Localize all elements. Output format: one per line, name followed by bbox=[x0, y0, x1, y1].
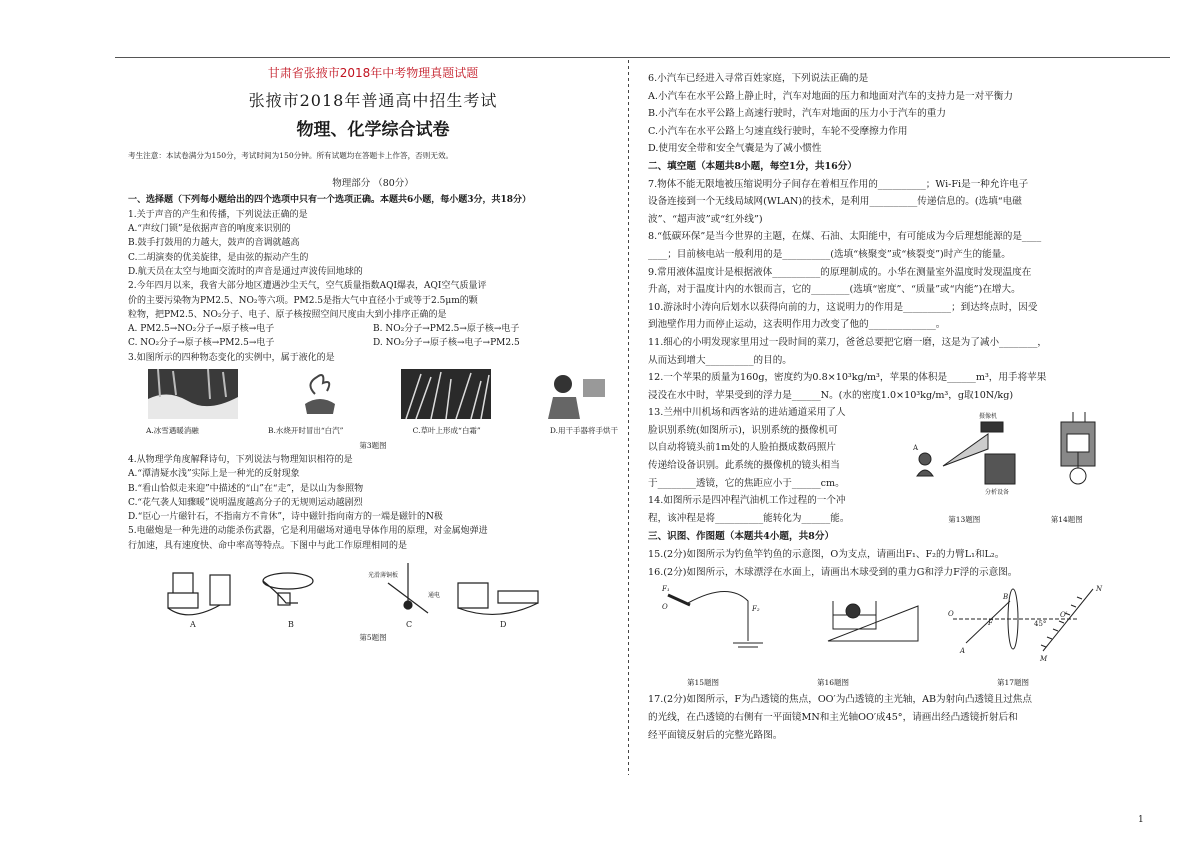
q11-line1: 11.细心的小明发现家里用过一段时间的菜刀，爸爸总要把它磨一磨，这是为了减小________， bbox=[648, 336, 1048, 348]
fig14-label: 第14题图 bbox=[1050, 514, 1083, 524]
svg-text:B: B bbox=[1003, 593, 1009, 602]
q13-q14-labels bbox=[913, 511, 1118, 529]
q5-stem-2: 行加速，具有速度快、命中率高等特点。下图中与此工作原理相同的是 bbox=[128, 540, 408, 551]
q3-caption-a: A.冰雪遇暖消融 bbox=[146, 426, 199, 436]
q15-q17-figures bbox=[648, 581, 1118, 667]
fig16-label: 第16题图 bbox=[816, 677, 850, 687]
svg-text:通电: 通电 bbox=[428, 592, 441, 600]
fig15-label: 第15题图 bbox=[686, 677, 720, 687]
q2-options-row2 bbox=[128, 336, 618, 350]
q13-q14-block bbox=[648, 404, 1123, 528]
q4-stem: 4.从物理学角度解释诗句，下列说法与物理知识相符的是 bbox=[128, 454, 353, 465]
q3-stem: 3.如图所示的四种物态变化的实例中，属于液化的是 bbox=[128, 352, 335, 363]
q6-option-c: C.小汽车在水平公路上匀速直线行驶时，车轮不受摩擦力作用 bbox=[648, 125, 908, 137]
svg-text:F₁: F₁ bbox=[662, 585, 670, 594]
q16-text: 16.(2分)如图所示，木球漂浮在水面上，请画出木球受到的重力G和浮力F浮的示意图。 bbox=[648, 566, 1018, 578]
q15-text: 15.(2分)如图所示为钓鱼竿钓鱼的示意图，O为支点，请画出F₁、F₂的力臂L₁和L₂。 bbox=[648, 549, 1005, 561]
q14-line2: 程，该冲程是将__________能转化为______能。 bbox=[648, 512, 850, 524]
q8-line1: 8.“低碳环保”是当今世界的主题，在煤、石油、太阳能中，有可能成为今后理想能源的是____ bbox=[648, 231, 1042, 243]
q3-photo-kettle bbox=[275, 369, 365, 424]
q13-q14-figures bbox=[913, 404, 1118, 528]
q13-line2: 脸识别系统(如图所示)，识别系统的摄像机可 bbox=[648, 424, 838, 436]
svg-text:A: A bbox=[960, 647, 966, 656]
q13-line4: 传递给设备识别。此系统的摄像机的镜头相当 bbox=[648, 460, 840, 472]
q15-q17-labels bbox=[648, 674, 1123, 692]
q3-figure-label: 第3题图 bbox=[359, 440, 387, 450]
q13-line3: 以自动将镜头前1m处的人脸拍摄成数码照片 bbox=[648, 442, 836, 454]
part-heading: 物理部分 （80分） bbox=[332, 178, 414, 190]
q5-label-a: A bbox=[190, 620, 196, 630]
q1-option-b: B.鼓手打鼓用的力越大，鼓声的音调就越高 bbox=[128, 238, 300, 249]
q3-pictures bbox=[148, 369, 618, 424]
q2-option-c: C. NO₂分子→原子核→PM2.5→电子 bbox=[128, 338, 275, 349]
q5-figure-label: 第5题图 bbox=[359, 633, 387, 643]
red-title: 甘肃省张掖市2018年中考物理真题试题 bbox=[267, 66, 479, 80]
q7-line3: 波”、“超声波”或“红外线”) bbox=[648, 213, 763, 225]
q1-option-c: C.二胡演奏的优美旋律，是由弦的振动产生的 bbox=[128, 252, 309, 263]
q6-option-b: B.小汽车在水平公路上高速行驶时，汽车对地面的压力小于汽车的重力 bbox=[648, 108, 946, 120]
svg-text:O: O bbox=[662, 603, 668, 612]
fig13-label: 第13题图 bbox=[948, 514, 981, 524]
q5-label-d: D bbox=[500, 620, 507, 630]
q6-stem: 6.小汽车已经进入寻常百姓家庭，下列说法正确的是 bbox=[648, 73, 869, 84]
q3-caption-c: C.草叶上形成“白霜” bbox=[412, 426, 481, 436]
q9-line1: 9.常用液体温度计是根据液体__________的原理制成的。小华在测量室外温度时发现温度在 bbox=[648, 266, 1032, 278]
svg-text:M: M bbox=[1040, 655, 1048, 664]
q5-stem-1: 5.电磁炮是一种先进的动能杀伤武器，它是利用磁场对通电导体作用的原理，对金属炮弹进 bbox=[128, 526, 488, 537]
q1-option-d: D.航天员在太空与地面交流时的声音是通过声波传回地球的 bbox=[128, 266, 363, 277]
q1-option-a: A.“声纹门锁”是依据声音的响度来识别的 bbox=[128, 224, 291, 235]
q3-photo-dryer bbox=[528, 369, 618, 424]
q7-line1: 7.物体不能无限地被压缩说明分子间存在着相互作用的__________；Wi-Fi是一种允许电子 bbox=[648, 178, 1029, 190]
right-column bbox=[648, 70, 1123, 744]
fig13-camera-label: 摄像机 bbox=[979, 413, 998, 421]
q14-line1: 14.如图所示是四冲程汽油机工作过程的一个冲 bbox=[648, 495, 846, 507]
q4-option-d: D.“臣心一片磁针石，不指南方不肯休”，诗中磁针指向南方的一端是磁针的N极 bbox=[128, 512, 443, 523]
fig17-label: 第17题图 bbox=[996, 677, 1030, 687]
paper-title: 物理、化学综合试卷 bbox=[296, 119, 450, 140]
q4-option-b: B.“看山恰似走来迎”中描述的“山”在“走”，是以山为参照物 bbox=[128, 483, 364, 494]
q17-line3: 经平面镜反射后的完整光路图。 bbox=[648, 729, 783, 741]
q3-captions bbox=[146, 424, 618, 438]
q8-line2: ____；目前核电站一般利用的是__________(选填“核聚变”或“核裂变”)时产生的能量。 bbox=[648, 248, 1011, 260]
q4-option-c: C.“花气袭人知骤暖”说明温度越高分子的无规则运动越剧烈 bbox=[128, 497, 363, 508]
svg-text:N: N bbox=[1096, 585, 1103, 594]
q6-option-a: A.小汽车在水平公路上静止时，汽车对地面的压力和地面对汽车的支持力是一对平衡力 bbox=[648, 90, 1013, 102]
page-number: 1 bbox=[1138, 815, 1144, 825]
exam-notice: 考生注意：本试卷满分为150分，考试时间为150分钟。所有试题均在答题卡上作答，否则无效。 bbox=[128, 150, 454, 160]
section3-heading: 三、识图、作图题（本题共4小题，共8分） bbox=[648, 531, 835, 543]
q1-stem: 1.关于声音的产生和传播，下列说法正确的是 bbox=[128, 209, 308, 220]
q3-photo-grass bbox=[401, 369, 491, 424]
left-column bbox=[128, 64, 618, 645]
fig13-device-label: 分析设备 bbox=[985, 489, 1010, 497]
q13-q14-text bbox=[648, 404, 913, 528]
q2-stem-2: 价的主要污染物为PM2.5、NO₂等六项。PM2.5是指大气中直径小于或等于2.5μm的颗 bbox=[128, 295, 478, 306]
svg-text:45°: 45° bbox=[1034, 620, 1047, 629]
svg-text:光滑薄铜板: 光滑薄铜板 bbox=[368, 572, 399, 580]
svg-text:O: O bbox=[948, 610, 954, 619]
q2-option-b: B. NO₂分子→PM2.5→原子核→电子 bbox=[373, 324, 520, 335]
q2-options-row1 bbox=[128, 322, 618, 336]
q17-line2: 的光线，在凸透镜的右侧有一平面镜MN和主光轴OO′成45°，请画出经凸透镜折射后和 bbox=[648, 712, 1018, 724]
q13-line1: 13.兰州中川机场和西客站的进站通道采用了人 bbox=[648, 407, 846, 419]
q11-line2: 从而达到增大__________的目的。 bbox=[648, 354, 792, 366]
svg-text:A: A bbox=[913, 444, 919, 453]
q12-line1: 12.一个苹果的质量为160g，密度约为0.8×10³kg/m³，苹果的体积是______m³，用手将苹果 bbox=[648, 372, 1047, 384]
q2-option-d: D. NO₂分子→原子核→电子→PM2.5 bbox=[373, 338, 520, 349]
q3-photo-snow bbox=[148, 369, 238, 424]
q5-label-b: B bbox=[288, 620, 294, 630]
q9-line2: 升高，对于温度计内的水银而言，它的________(选填“密度”、“质量”或“内能”)在增大。 bbox=[648, 284, 1021, 296]
top-rule bbox=[115, 57, 1170, 58]
q3-caption-b: B.水烧开时冒出“白汽” bbox=[267, 426, 344, 436]
q5-figure bbox=[128, 553, 618, 631]
q13-line5: 于________透镜，它的焦距应小于______cm。 bbox=[648, 477, 845, 489]
section1-heading: 一、选择题（下列每小题给出的四个选项中只有一个选项正确。本题共6小题，每小题3分，共18分） bbox=[128, 195, 532, 206]
q7-line2: 设备连接到一个无线局域网(WLAN)的技术，是利用__________传递信息的。(选填“电磁 bbox=[648, 196, 1022, 208]
q10-line1: 10.游泳时小涛向后划水以获得向前的力，这说明力的作用是__________；到达终点时，因受 bbox=[648, 301, 1038, 313]
exam-title: 张掖市2018年普通高中招生考试 bbox=[248, 91, 498, 111]
q2-stem-1: 2.今年四月以来，我省大部分地区遭遇沙尘天气，空气质量指数AQI爆表，AQI空气质量评 bbox=[128, 281, 487, 292]
q2-stem-3: 粒物，把PM2.5、NO₂分子、电子、原子核按照空间尺度由大到小排序正确的是 bbox=[128, 309, 447, 320]
q6-option-d: D.使用安全带和安全气囊是为了减小惯性 bbox=[648, 143, 822, 155]
q17-line1: 17.(2分)如图所示，F为凸透镜的焦点，OO′为凸透镜的主光轴，AB为射向凸透镜且过焦点 bbox=[648, 694, 1032, 706]
q3-caption-d: D.用干手器将手烘干 bbox=[549, 426, 618, 436]
column-divider bbox=[628, 60, 629, 775]
q12-line2: 浸没在水中时，苹果受到的浮力是______N。(水的密度1.0×10³kg/m³，g取10N/kg) bbox=[648, 389, 1014, 401]
q10-line2: 到池壁作用力而停止运动，这表明作用力改变了他的______________。 bbox=[648, 319, 946, 331]
q13-q14-figure bbox=[913, 404, 1118, 504]
q5-label-c: C bbox=[406, 620, 413, 630]
svg-text:F₂: F₂ bbox=[752, 605, 760, 614]
svg-text:O′: O′ bbox=[1060, 611, 1068, 620]
q2-option-a: A. PM2.5→NO₂分子→原子核→电子 bbox=[128, 324, 275, 335]
svg-text:F: F bbox=[988, 619, 993, 628]
q4-option-a: A.“潭清疑水浅”实际上是一种光的反射现象 bbox=[128, 469, 300, 480]
section2-heading: 二、填空题（本题共8小题，每空1分，共16分） bbox=[648, 160, 857, 172]
